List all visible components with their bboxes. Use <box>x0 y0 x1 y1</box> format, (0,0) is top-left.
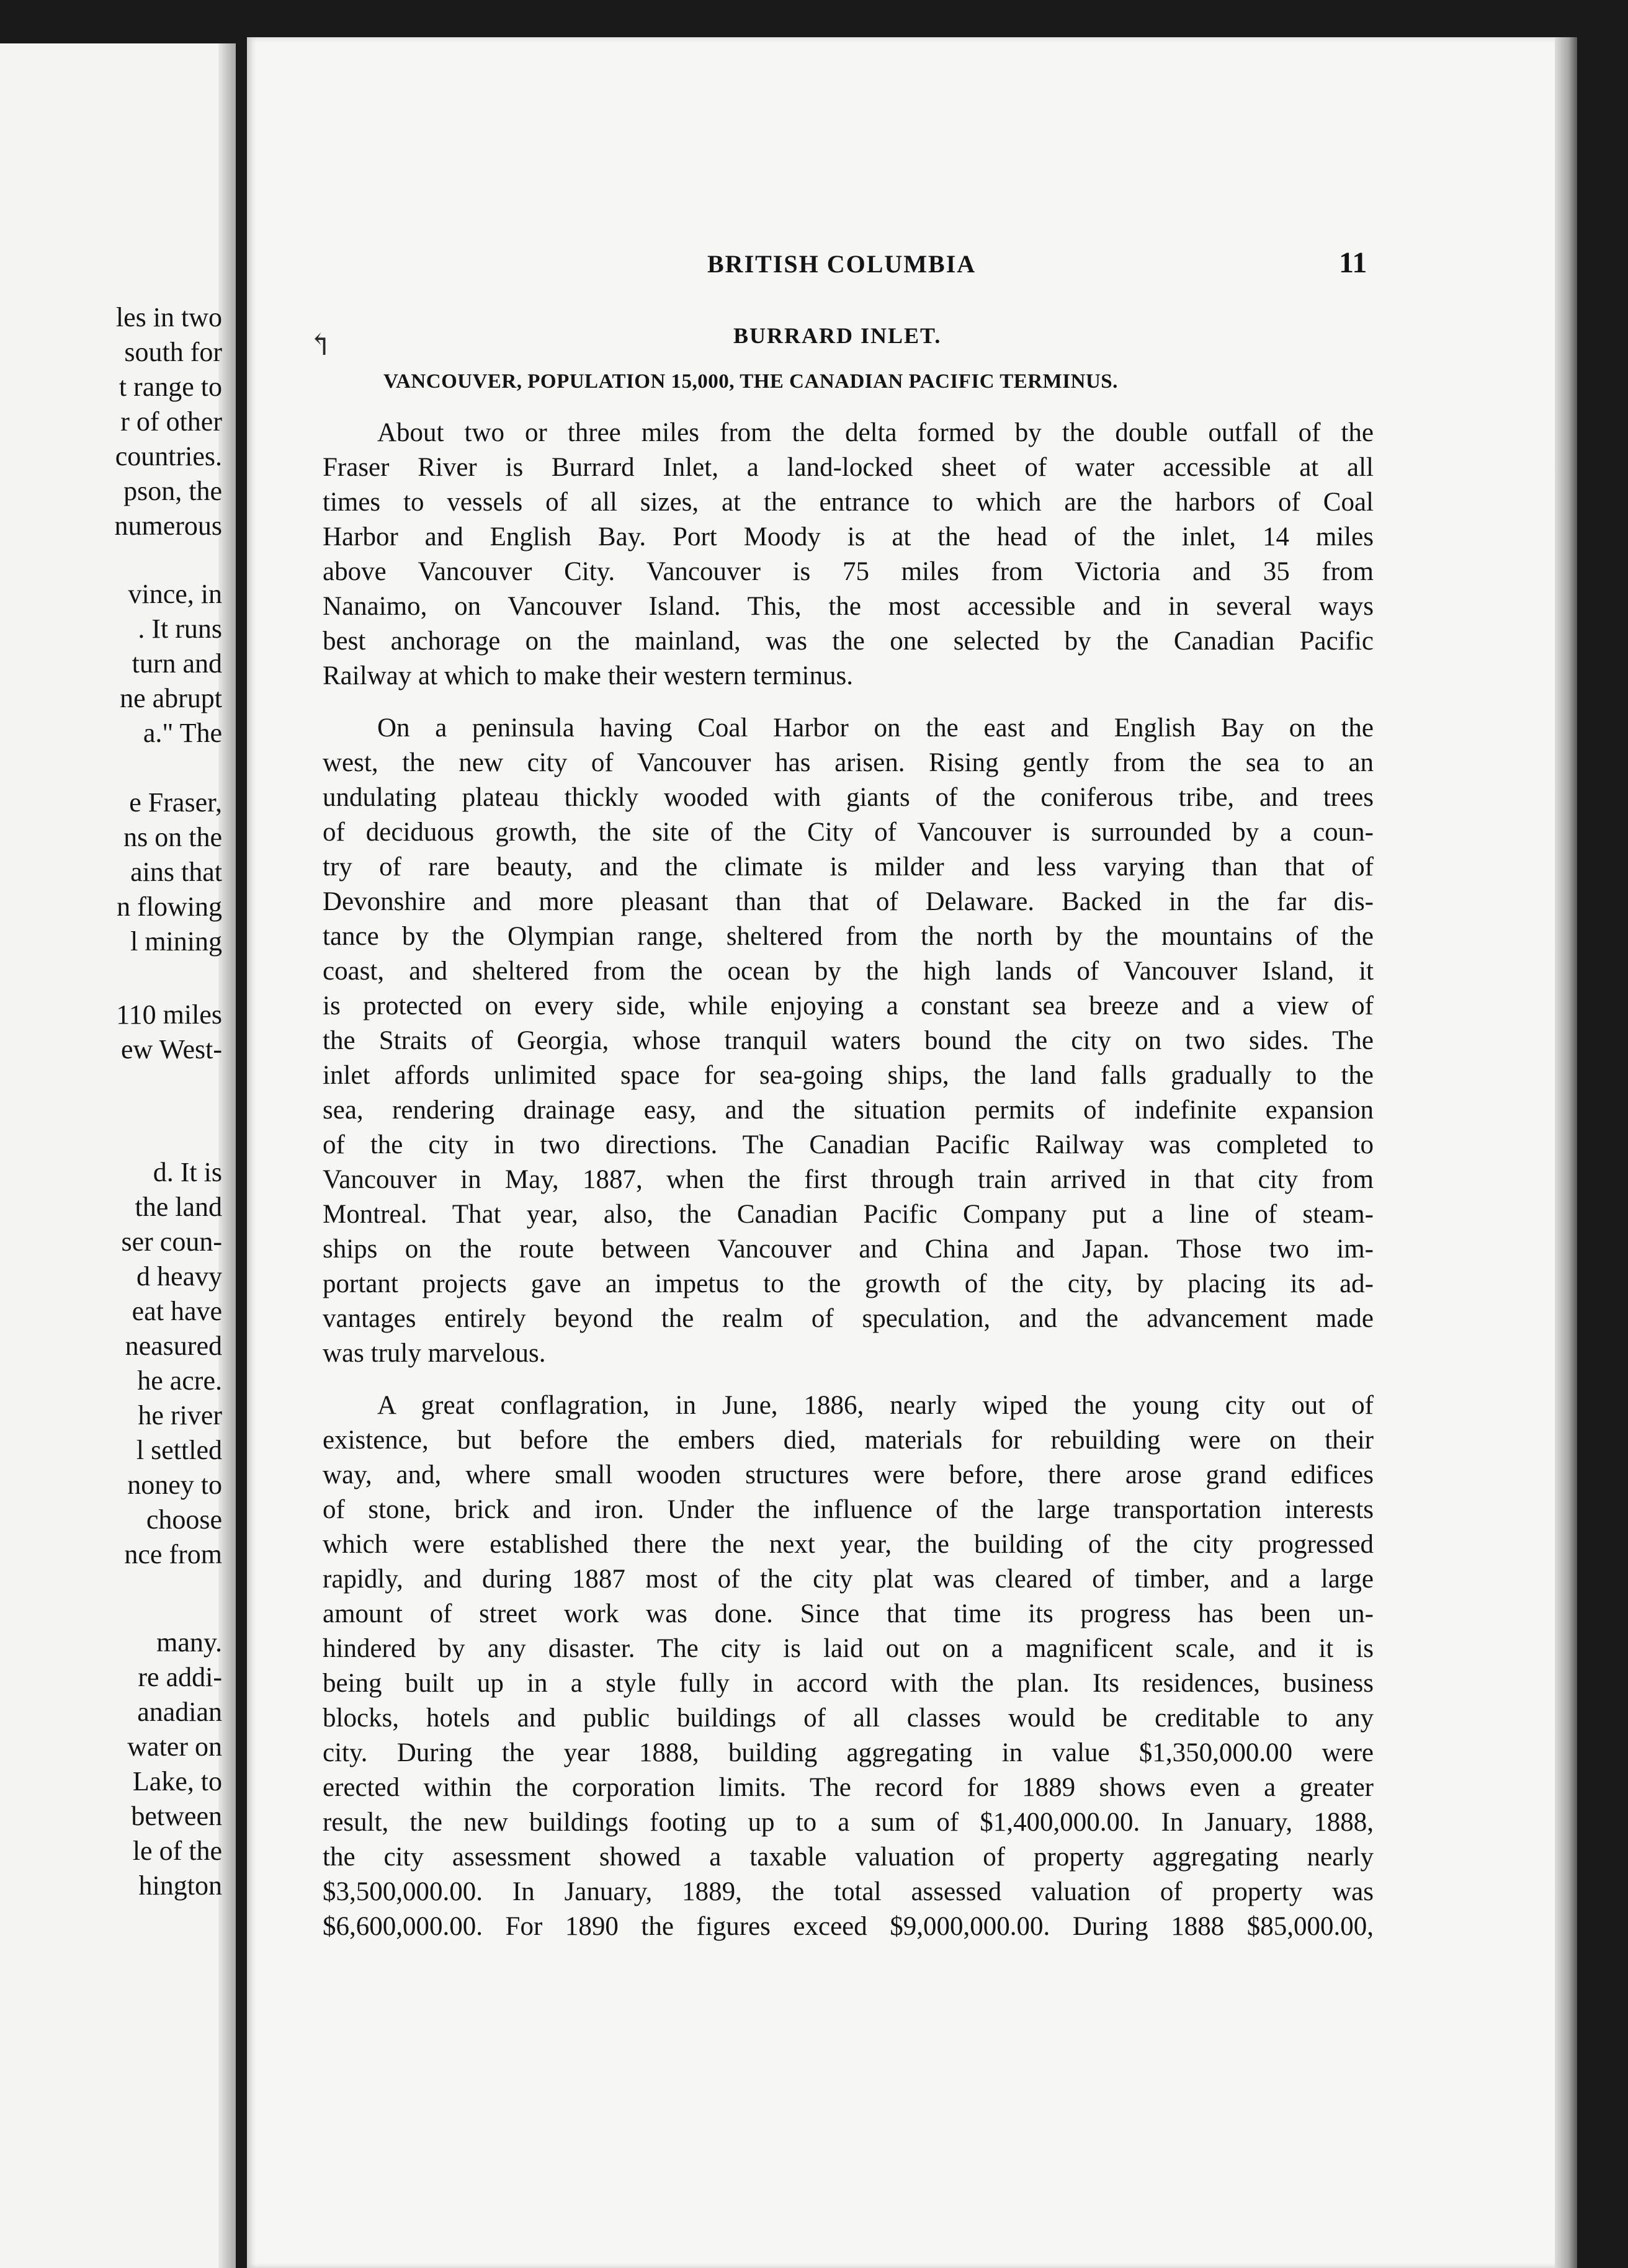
left-line: the land <box>135 1192 222 1222</box>
text-line: Nanaimo, on Vancouver Island. This, the most accessible and in several ways <box>323 592 1374 621</box>
text-line: hindered by any disaster. The city is laid out on a magnificent scale, and it is <box>323 1634 1374 1663</box>
left-line: les in two <box>115 302 222 333</box>
text-line: of deciduous growth, the site of the City of Vancouver is surrounded by a coun- <box>323 818 1374 847</box>
text-line: A great conflagration, in June, 1886, nearly wiped the young city out of <box>377 1391 1374 1420</box>
left-line: Lake, to <box>132 1766 222 1797</box>
text-line: is protected on every side, while enjoying a constant sea breeze and a view of <box>323 991 1374 1020</box>
left-line: anadian <box>137 1697 222 1727</box>
text-line: which were established there the next year, the building of the city progressed <box>323 1530 1374 1559</box>
left-line: ains that <box>130 857 222 887</box>
left-line: he acre. <box>137 1365 222 1396</box>
left-line: he river <box>138 1400 222 1431</box>
page-number: 11 <box>1339 246 1367 279</box>
left-line: r of other <box>120 406 222 437</box>
text-line: was truly marvelous. <box>323 1339 546 1368</box>
left-line: ew West- <box>120 1034 222 1065</box>
text-line: existence, but before the embers died, materials for rebuilding were on their <box>323 1426 1374 1455</box>
running-head: BRITISH COLUMBIA <box>707 250 977 278</box>
section-subtitle: VANCOUVER, POPULATION 15,000, THE CANADIAN PACIFIC TERMINUS. <box>383 370 1118 393</box>
text-line: try of rare beauty, and the climate is milder and less varying than that of <box>323 852 1374 882</box>
book-gutter <box>236 0 248 2268</box>
text-line: Montreal. That year, also, the Canadian Pacific Company put a line of steam- <box>323 1200 1374 1229</box>
left-line: vince, in <box>128 579 222 609</box>
text-line: tance by the Olympian range, sheltered from the north by the mountains of the <box>323 922 1374 951</box>
left-line: 110 miles <box>116 999 222 1030</box>
text-line: way, and, where small wooden structures were before, there arose grand edifices <box>323 1460 1374 1489</box>
text-line: rapidly, and during 1887 most of the city plat was cleared of timber, and a large <box>323 1565 1374 1594</box>
left-line: hington <box>138 1870 222 1901</box>
left-line: e Fraser, <box>129 787 222 818</box>
text-line: times to vessels of all sizes, at the entrance to which are the harbors of Coal <box>323 488 1374 517</box>
text-line: result, the new buildings footing up to a sum of $1,400,000.00. In January, 1888, <box>323 1808 1374 1837</box>
left-line: ns on the <box>123 822 222 852</box>
text-line: of the city in two directions. The Canadian Pacific Railway was completed to <box>323 1130 1374 1159</box>
margin-mark-icon: ↰ <box>308 329 333 362</box>
text-line: undulating plateau thickly wooded with giants of the coniferous tribe, and trees <box>323 783 1374 812</box>
text-line: Railway at which to make their western terminus. <box>323 661 853 690</box>
text-line: Vancouver in May, 1887, when the first through train arrived in that city from <box>323 1165 1374 1194</box>
left-line: choose <box>146 1504 222 1535</box>
text-line: On a peninsula having Coal Harbor on the east and English Bay on the <box>377 713 1374 743</box>
left-line: d heavy <box>136 1261 222 1292</box>
left-line: south for <box>124 337 222 367</box>
text-line: being built up in a style fully in accord with the plan. Its residences, business <box>323 1669 1374 1698</box>
text-line: the city assessment showed a taxable valuation of property aggregating nearly <box>323 1842 1374 1872</box>
left-line: between <box>131 1801 222 1831</box>
text-line: coast, and sheltered from the ocean by the high lands of Vancouver Island, it <box>323 957 1374 986</box>
text-line: amount of street work was done. Since that time its progress has been un- <box>323 1599 1374 1628</box>
right-page-edge <box>1555 37 1577 2268</box>
text-line: the Straits of Georgia, whose tranquil waters bound the city on two sides. The <box>323 1026 1374 1055</box>
left-line: turn and <box>132 648 222 679</box>
left-line: re addi- <box>138 1662 222 1692</box>
text-line: About two or three miles from the delta formed by the double outfall of the <box>377 418 1374 447</box>
text-line: above Vancouver City. Vancouver is 75 miles from Victoria and 35 from <box>323 557 1374 586</box>
left-line: a." The <box>143 718 222 748</box>
text-line: Fraser River is Burrard Inlet, a land-locked sheet of water accessible at all <box>323 453 1374 482</box>
left-line: t range to <box>119 372 222 402</box>
left-line: ser coun- <box>121 1226 222 1257</box>
text-line: erected within the corporation limits. The record for 1889 shows even a greater <box>323 1773 1374 1802</box>
left-line: l settled <box>136 1435 222 1465</box>
text-line: best anchorage on the mainland, was the one selected by the Canadian Pacific <box>323 627 1374 656</box>
text-line: $3,500,000.00. In January, 1889, the total assessed valuation of property was <box>323 1877 1374 1906</box>
left-line: pson, the <box>123 476 222 506</box>
text-line: of stone, brick and iron. Under the influence of the large transportation interests <box>323 1495 1374 1524</box>
text-line: Harbor and English Bay. Port Moody is at the head of the inlet, 14 miles <box>323 522 1374 551</box>
left-line: nce from <box>124 1539 222 1569</box>
left-line: l mining <box>130 926 222 957</box>
left-line: eat have <box>132 1296 222 1326</box>
left-line: countries. <box>115 441 222 471</box>
left-line: noney to <box>127 1470 222 1500</box>
text-line: portant projects gave an impetus to the growth of the city, by placing its ad- <box>323 1269 1374 1298</box>
text-line: city. During the year 1888, building aggregating in value $1,350,000.00 were <box>323 1738 1374 1767</box>
left-line: neasured <box>125 1331 222 1361</box>
left-line: many. <box>156 1627 222 1658</box>
left-line: numerous <box>114 511 222 541</box>
text-line: $6,600,000.00. For 1890 the figures exceed $9,000,000.00. During 1888 $85,000.00, <box>323 1912 1374 1941</box>
left-line: water on <box>127 1731 222 1762</box>
text-line: sea, rendering drainage easy, and the situation permits of indefinite expansion <box>323 1096 1374 1125</box>
text-line: Devonshire and more pleasant than that of Delaware. Backed in the far dis- <box>323 887 1374 916</box>
left-line: n flowing <box>117 891 222 922</box>
left-line: d. It is <box>153 1157 222 1187</box>
left-line: ne abrupt <box>120 683 222 713</box>
left-line: le of the <box>132 1836 222 1866</box>
text-line: inlet affords unlimited space for sea-going ships, the land falls gradually to the <box>323 1061 1374 1090</box>
section-title: BURRARD INLET. <box>733 323 942 348</box>
text-line: ships on the route between Vancouver and China and Japan. Those two im- <box>323 1234 1374 1264</box>
text-line: blocks, hotels and public buildings of all classes would be creditable to any <box>323 1703 1374 1733</box>
left-line: . It runs <box>138 614 222 644</box>
text-line: vantages entirely beyond the realm of speculation, and the advancement made <box>323 1304 1374 1333</box>
text-line: west, the new city of Vancouver has arisen. Rising gently from the sea to an <box>323 748 1374 777</box>
